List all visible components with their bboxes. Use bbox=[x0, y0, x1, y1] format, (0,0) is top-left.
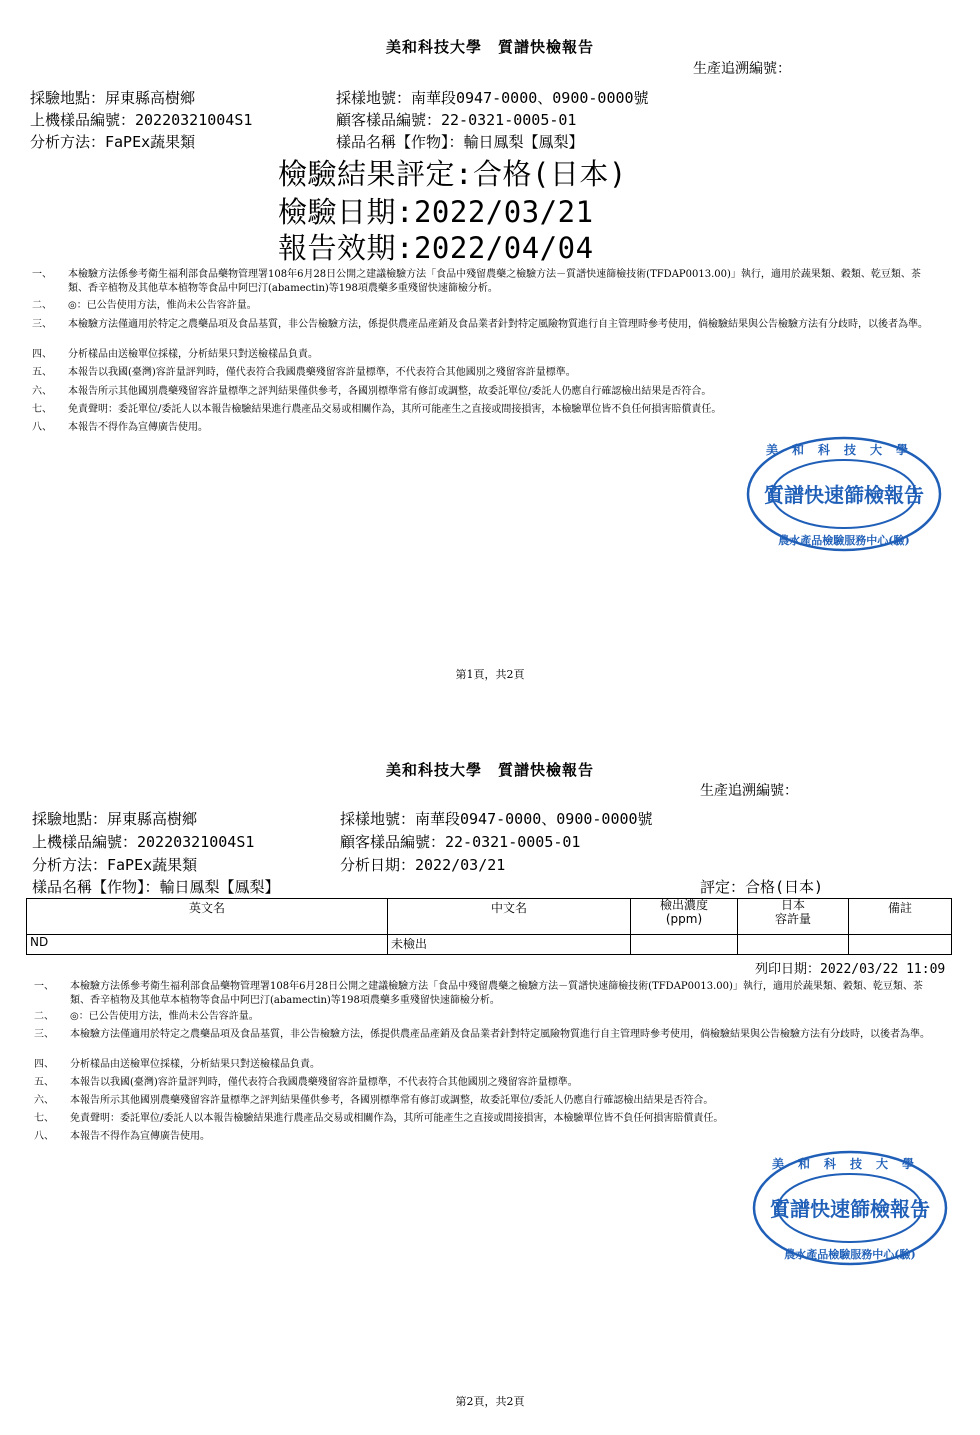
column-header: 中文名 bbox=[388, 899, 631, 935]
report-title: 美和科技大學 質譜快檢報告 bbox=[385, 38, 594, 56]
print-date: 列印日期：2022/03/22 11:09 bbox=[755, 962, 946, 977]
seal-bottom-text: 農水產品檢驗服務中心(驗) bbox=[784, 1248, 916, 1261]
seal-top-text: 美和科技大學 bbox=[765, 443, 923, 457]
table-header-row bbox=[27, 899, 952, 935]
column-header: 日本 容許量 bbox=[738, 899, 849, 935]
analysis-method: 分析方法：FaPEx蔬果類 bbox=[32, 856, 198, 874]
sampling-location: 採驗地點：屏東縣高樹鄉 bbox=[30, 89, 196, 107]
notes-list: 一、 本檢驗方法係參考衛生福利部食品藥物管理署108年6月28日公開之建議檢驗方法「食品中殘留農藥之檢驗方法－質譜快速篩檢技術(TFDAP0013.00)」執行，適用於蔬果類、穀類、乾豆類、茶類、香辛植物及其他草本植物等食品中阿巴汀(abamectin)等198項農藥多重殘留快速篩檢分析。 二、 ◎：已公告使用方法，惟尚未公告容許量。 三、 本檢驗方法僅適用於特定之農藥品項及食品基質，非公告檢驗方法，係提供農產品產銷及食品業者針對特定風險物質進行自主管理時參考使用，倘檢驗結果與公告檢驗方法有分歧時，以後者為準。 四、 分析樣品由送檢單位採樣，分析結果只對送檢樣品負責。 五、 本報告以我國(臺灣)容許量評判時，僅代表符合我國農藥殘留容許量標準，不代表符合其他國別之殘留容許量標準。 六、 本報告所示其他國別農藥殘留容許量標準之評判結果僅供參考，各國別標準常有修訂或調整，故委託單位/委託人仍應自行確認檢出結果是否符合。 七、 免責聲明：委託單位/委託人以本報告檢驗結果進行農產品交易或相關作為，其所可能產生之直接或間接損害，本檢驗單位皆不負任何損害賠償責任。 八、 本報告不得作為宣傳廣告使用。 bbox=[32, 269, 928, 433]
sampling-address: 採樣地號：南華段0947-0000、0900-0000號 bbox=[340, 810, 653, 828]
seal-center-text: 質譜快速篩檢報告 bbox=[764, 483, 924, 507]
inspection-seal bbox=[744, 434, 944, 554]
trace-number-label: 生產追溯編號： bbox=[700, 783, 798, 799]
trace-number-label: 生產追溯編號： bbox=[693, 61, 791, 77]
report-title: 美和科技大學 質譜快檢報告 bbox=[385, 761, 594, 779]
column-header: 英文名 bbox=[27, 899, 388, 935]
column-header: 備註 bbox=[849, 899, 952, 935]
page-footer: 第1頁，共2頁 bbox=[455, 668, 525, 681]
inspection-result: 檢驗結果評定:合格(日本) bbox=[278, 157, 627, 191]
sampling-location: 採驗地點：屏東縣高樹鄉 bbox=[32, 810, 198, 828]
table-cell: ND bbox=[27, 935, 388, 955]
sample-name: 樣品名稱【作物】：輸日鳳梨【鳳梨】 bbox=[32, 878, 280, 896]
seal-center-text: 質譜快速篩檢報告 bbox=[770, 1197, 930, 1221]
table-cell bbox=[738, 935, 849, 955]
sample-id: 上機樣品編號：20220321004S1 bbox=[30, 111, 253, 129]
analysis-date: 分析日期：2022/03/21 bbox=[340, 856, 506, 874]
page-footer: 第2頁，共2頁 bbox=[455, 1395, 525, 1408]
analysis-method: 分析方法：FaPEx蔬果類 bbox=[30, 133, 196, 151]
customer-sample-id: 顧客樣品編號：22-0321-0005-01 bbox=[336, 111, 577, 129]
table-cell bbox=[631, 935, 738, 955]
table-row bbox=[27, 935, 952, 955]
sample-id: 上機樣品編號：20220321004S1 bbox=[32, 833, 255, 851]
sample-name: 樣品名稱【作物】：輸日鳳梨【鳳梨】 bbox=[336, 133, 584, 151]
column-header: 檢出濃度 (ppm) bbox=[631, 899, 738, 935]
results-table bbox=[26, 898, 952, 955]
report-valid-date: 報告效期:2022/04/04 bbox=[278, 231, 594, 265]
seal-top-text: 美和科技大學 bbox=[771, 1157, 929, 1171]
notes-list: 一、 本檢驗方法係參考衛生福利部食品藥物管理署108年6月28日公開之建議檢驗方法「食品中殘留農藥之檢驗方法－質譜快速篩檢技術(TFDAP0013.00)」執行，適用於蔬果類、穀類、乾豆類、茶類、香辛植物及其他草本植物等食品中阿巴汀(abamectin)等198項農藥多重殘留快速篩檢分析。 二、 ◎：已公告使用方法，惟尚未公告容許量。 三、 本檢驗方法僅適用於特定之農藥品項及食品基質，非公告檢驗方法，係提供農產品產銷及食品業者針對特定風險物質進行自主管理時參考使用，倘檢驗結果與公告檢驗方法有分歧時，以後者為準。 四、 分析樣品由送檢單位採樣，分析結果只對送檢樣品負責。 五、 本報告以我國(臺灣)容許量評判時，僅代表符合我國農藥殘留容許量標準，不代表符合其他國別之殘留容許量標準。 六、 本報告所示其他國別農藥殘留容許量標準之評判結果僅供參考，各國別標準常有修訂或調整，故委託單位/委託人仍應自行確認檢出結果是否符合。 七、 免責聲明：委託單位/委託人以本報告檢驗結果進行農產品交易或相關作為，其所可能產生之直接或間接損害，本檢驗單位皆不負任何損害賠償責任。 八、 本報告不得作為宣傳廣告使用。 bbox=[34, 981, 930, 1142]
inspection-date: 檢驗日期:2022/03/21 bbox=[278, 195, 594, 229]
verdict: 評定：合格(日本) bbox=[700, 878, 824, 896]
inspection-seal bbox=[750, 1148, 950, 1268]
table-cell: 未檢出 bbox=[388, 935, 631, 955]
table-cell bbox=[849, 935, 952, 955]
sampling-address: 採樣地號：南華段0947-0000、0900-0000號 bbox=[336, 89, 649, 107]
seal-bottom-text: 農水產品檢驗服務中心(驗) bbox=[778, 534, 910, 547]
customer-sample-id: 顧客樣品編號：22-0321-0005-01 bbox=[340, 833, 581, 851]
